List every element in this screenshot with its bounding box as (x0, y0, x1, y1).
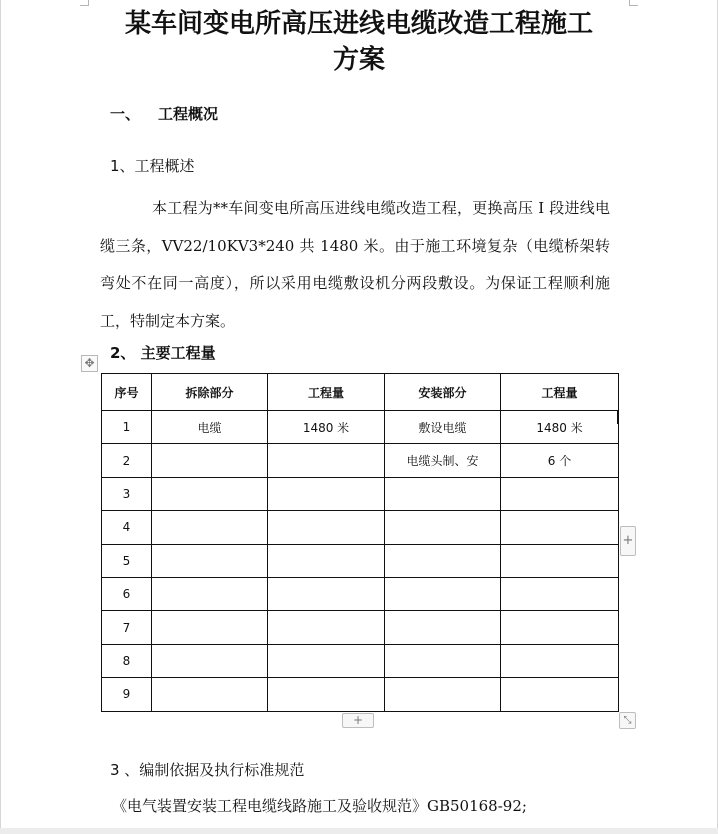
header-cell-install-qty: 工程量 (501, 374, 619, 411)
table-cell[interactable] (152, 511, 268, 544)
page-edge-left (0, 0, 1, 834)
table-cell[interactable] (152, 544, 268, 577)
table-row (102, 411, 619, 444)
table-cell[interactable]: 9 (102, 678, 152, 711)
table-cell[interactable] (152, 444, 268, 477)
row-end-marker (617, 410, 619, 424)
section-heading-overview (110, 103, 218, 125)
section-number: 一、 (110, 105, 141, 123)
table-cell[interactable] (268, 444, 385, 477)
table-cell[interactable] (268, 511, 385, 544)
table-cell[interactable] (385, 644, 501, 677)
table-cell[interactable] (152, 477, 268, 510)
add-row-button[interactable]: + (342, 713, 374, 728)
table-cell[interactable] (268, 477, 385, 510)
table-cell[interactable] (501, 611, 619, 644)
table-row (102, 611, 619, 644)
add-column-button[interactable]: + (620, 526, 636, 556)
document-title-line-1: 某车间变电所高压进线电缆改造工程施工 (124, 9, 593, 39)
table-cell[interactable]: 4 (102, 511, 152, 544)
table-cell[interactable]: 8 (102, 644, 152, 677)
table-cell[interactable] (385, 544, 501, 577)
table-cell[interactable] (152, 678, 268, 711)
table-cell[interactable] (268, 611, 385, 644)
subheading-project-summary: 1、工程概述 (110, 157, 195, 175)
table-row (102, 444, 619, 477)
table-cell[interactable]: 3 (102, 477, 152, 510)
document-title-line-2: 方案 (332, 45, 385, 75)
table-header-row (102, 374, 619, 411)
table-cell[interactable]: 1480 米 (501, 411, 619, 444)
table-cell[interactable]: 6 (102, 577, 152, 610)
table-cell[interactable] (385, 477, 501, 510)
table-cell[interactable] (385, 611, 501, 644)
standard-reference-1: 《电气装置安装工程电缆线路施工及验收规范》GB50168-92; (112, 797, 527, 815)
table-cell[interactable] (268, 678, 385, 711)
header-cell-index: 序号 (102, 374, 152, 411)
header-cell-removal: 拆除部分 (152, 374, 268, 411)
table-move-handle-icon[interactable]: ✥ (81, 355, 98, 372)
table-cell[interactable]: 1 (102, 411, 152, 444)
table-cell[interactable] (501, 544, 619, 577)
table-cell[interactable] (152, 611, 268, 644)
table-cell[interactable]: 2 (102, 444, 152, 477)
section-title: 工程概况 (158, 105, 219, 123)
page-bottom-gap (0, 828, 718, 834)
table-cell[interactable] (152, 577, 268, 610)
table-resize-handle-icon[interactable]: ⤡ (619, 712, 636, 729)
table-row (102, 678, 619, 711)
table-cell[interactable]: 敷设电缆 (385, 411, 501, 444)
table-cell[interactable] (268, 644, 385, 677)
table-row (102, 577, 619, 610)
table-cell[interactable]: 1480 米 (268, 411, 385, 444)
table-cell[interactable] (385, 577, 501, 610)
table-cell[interactable]: 电缆头制、安 (385, 444, 501, 477)
document-title (80, 6, 638, 78)
table-cell[interactable] (268, 544, 385, 577)
table-row (102, 511, 619, 544)
table-cell[interactable] (385, 511, 501, 544)
table-cell[interactable] (501, 644, 619, 677)
project-summary-paragraph: 本工程为**车间变电所高压进线电缆改造工程，更换高压 I 段进线电缆三条，VV22/10KV3*240 共 1480 米。由于施工环境复杂（电缆桥架转弯处不在同一高度），所以采用电缆敷设机分两段敷设。为保证工程顺利施工，特制定本方案。 (100, 199, 610, 330)
table-cell[interactable] (268, 577, 385, 610)
quantities-table (101, 373, 619, 712)
table-row (102, 544, 619, 577)
subheading-main-quantities: 2、 主要工程量 (110, 344, 216, 362)
table-cell[interactable]: 7 (102, 611, 152, 644)
header-cell-removal-qty: 工程量 (268, 374, 385, 411)
table-cell[interactable]: 5 (102, 544, 152, 577)
table-cell[interactable] (501, 678, 619, 711)
header-cell-install: 安装部分 (385, 374, 501, 411)
subheading-standards: 3 、编制依据及执行标准规范 (110, 761, 305, 779)
table-cell[interactable] (385, 678, 501, 711)
table-row (102, 644, 619, 677)
table-cell[interactable] (501, 477, 619, 510)
table-cell[interactable] (152, 644, 268, 677)
table-row (102, 477, 619, 510)
table-cell[interactable]: 6 个 (501, 444, 619, 477)
table-cell[interactable] (501, 511, 619, 544)
table-cell[interactable] (501, 577, 619, 610)
table-cell[interactable]: 电缆 (152, 411, 268, 444)
